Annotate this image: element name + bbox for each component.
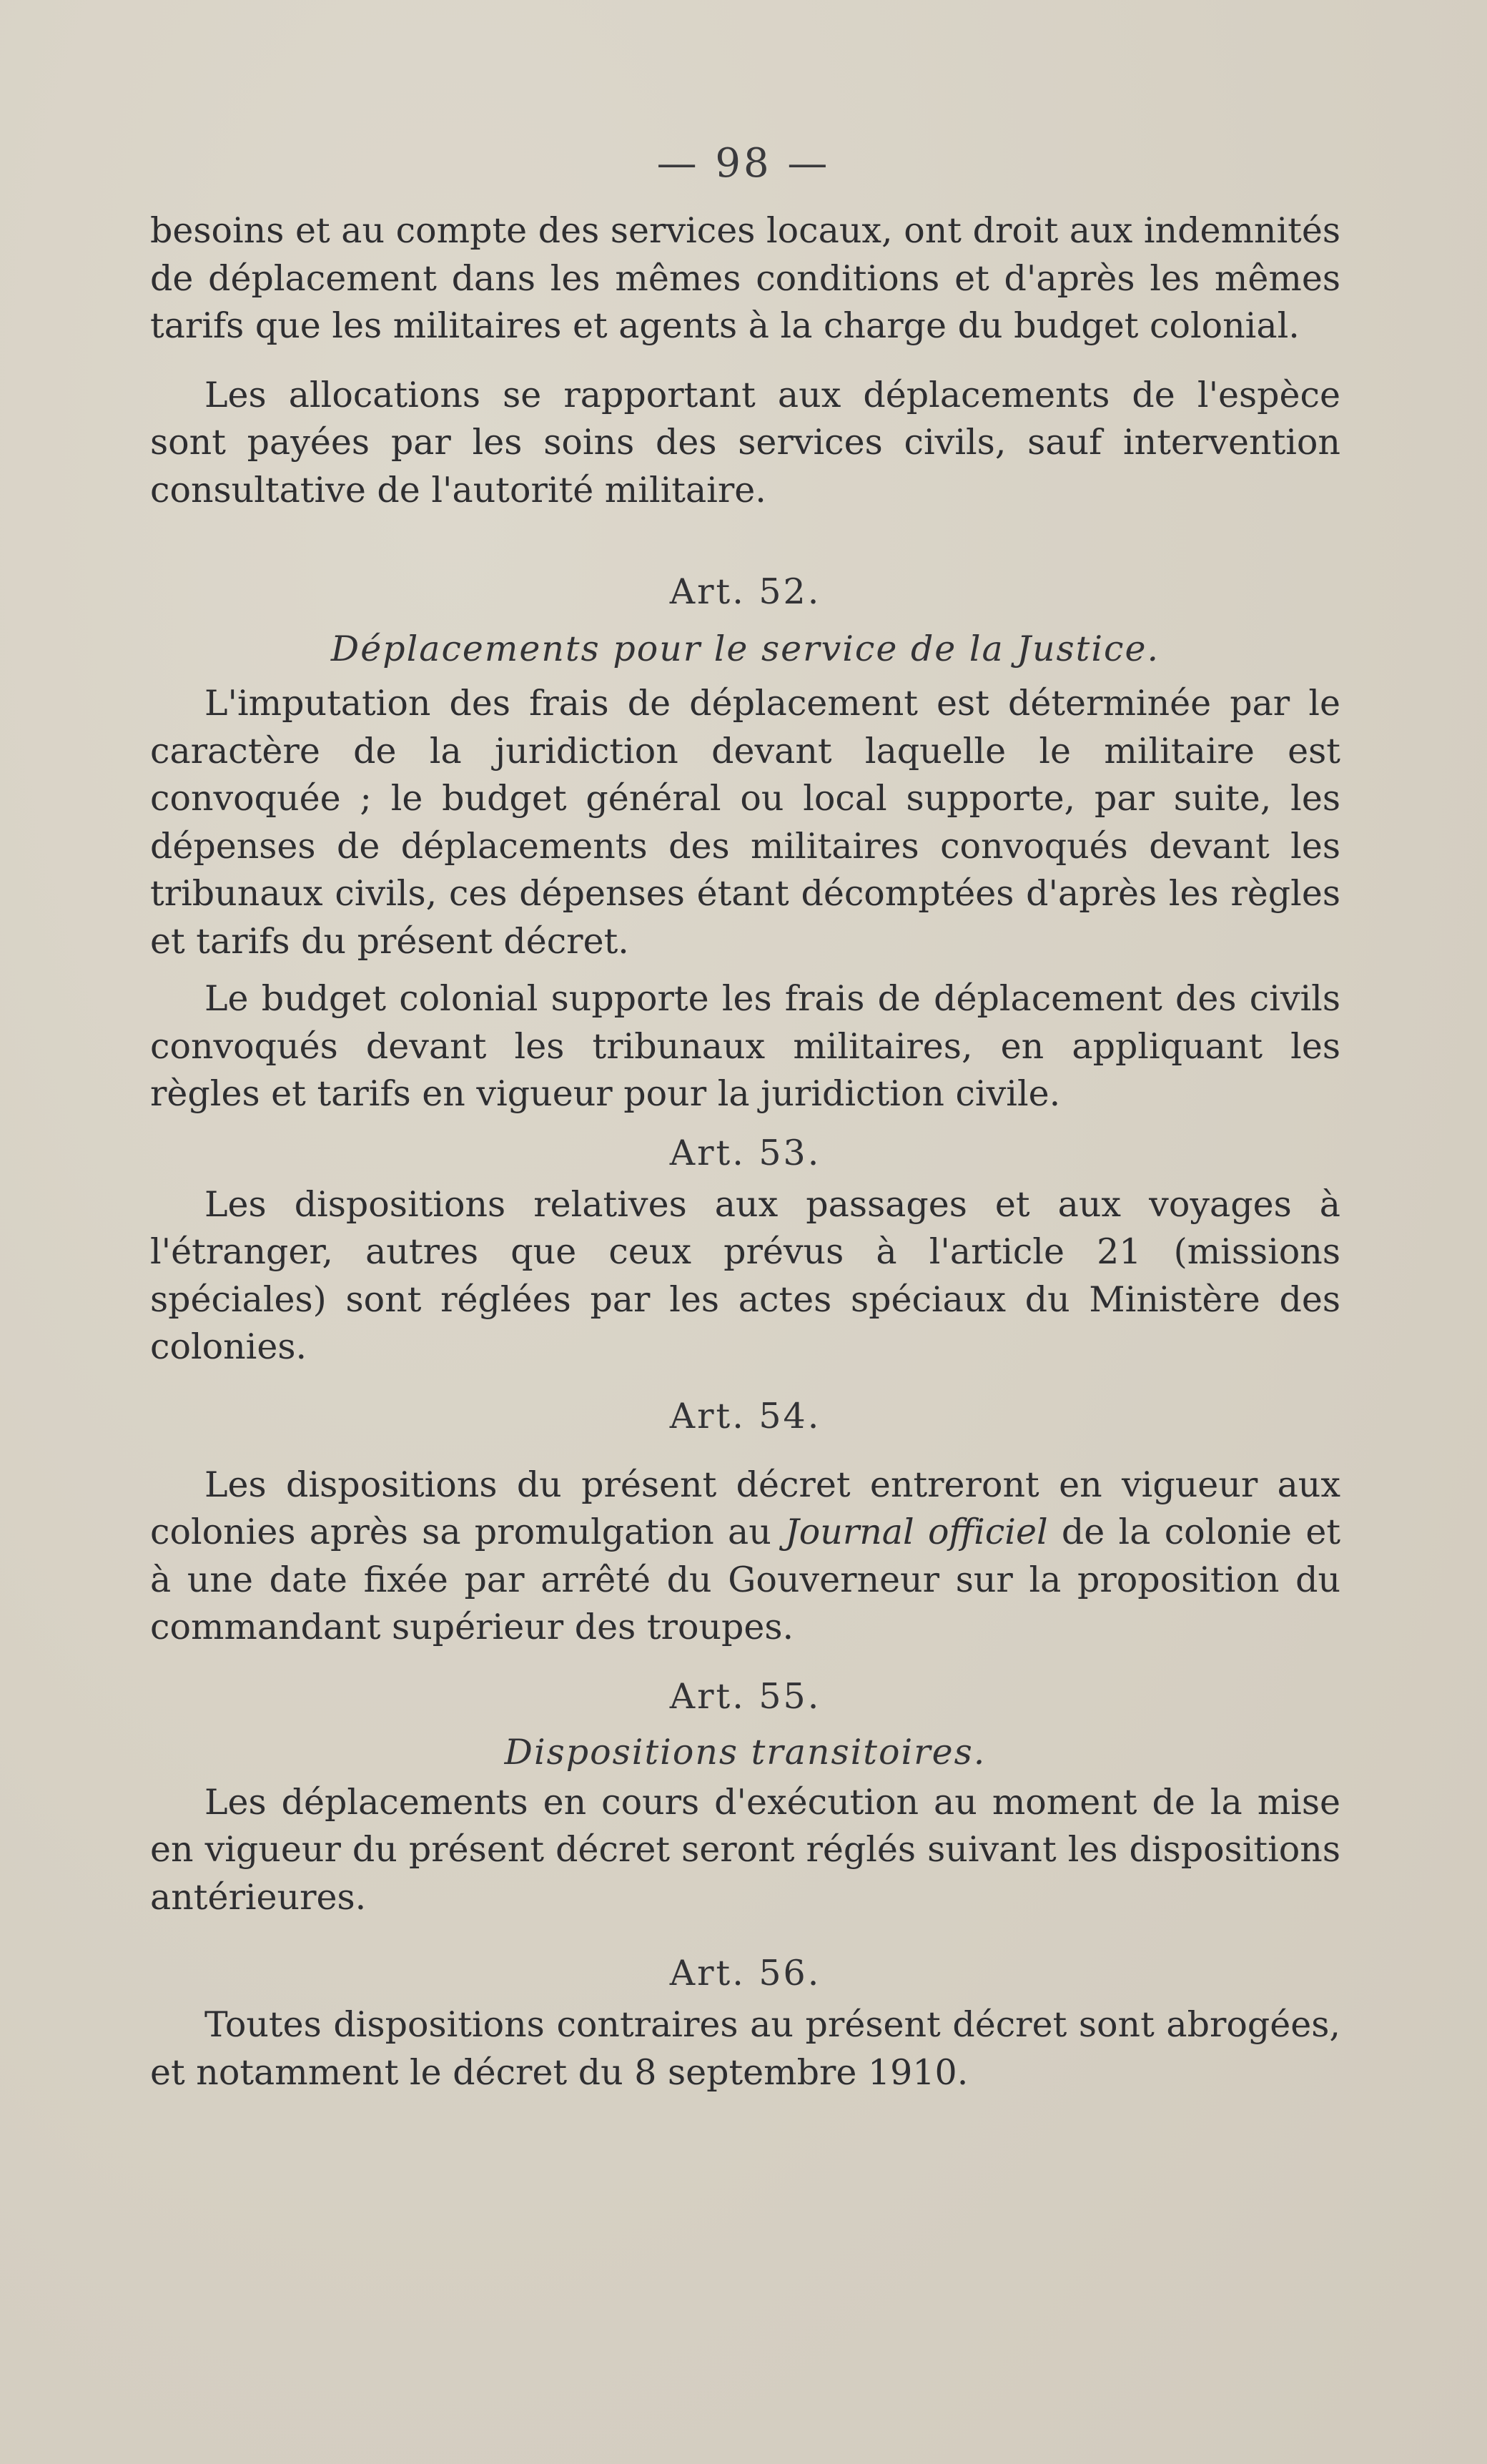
article-54-text-after: de la colonie et à une date fixée par arrêté du Gouverneur sur la proposition du commandant supérieur des troupes.	[150, 1512, 1341, 1647]
article-53-heading: Art. 53.	[669, 1132, 821, 1173]
article-56-paragraph: Toutes dispositions contraires au présent décret sont abrogées, et notamment le décret du 8 septembre 1910.	[150, 2004, 1340, 2093]
article-53-paragraph: Les dispositions relatives aux passages et aux voyages à l'étranger, autres que ceux prévus à l'article 21 (missions spéciales) sont réglées par les actes spéciaux du Ministère des colonies.	[150, 1183, 1340, 1367]
article-52-paragraph-1: L'imputation des frais de déplacement est déterminée par le caractère de la juridiction devant laquelle le militaire est convoquée ; le budget général ou local supporte, par suite, les dépenses de déplacements des militaires convoqués devant les tribunaux civils, ces dépenses étant décomptées d'après les règles et tarifs du présent décret.	[150, 683, 1340, 962]
article-56-heading: Art. 56.	[669, 1953, 821, 1994]
article-52-subheading: Déplacements pour le service de la Justice.	[330, 629, 1160, 669]
article-54-text-before: Les dispositions du présent décret entreront en vigueur aux colonies après sa promulgation au	[150, 1464, 1340, 1552]
article-52-paragraph-2: Le budget colonial supporte les frais de déplacement des civils convoqués devant les tribunaux militaires, en appliquant les règles et tarifs en vigueur pour la juridiction civile.	[150, 978, 1340, 1114]
article-52-heading: Art. 52.	[669, 571, 821, 612]
paragraph-besoins: besoins et au compte des services locaux, ont droit aux indemnités de déplacement dans les mêmes conditions et d'après les mêmes tarifs que les militaires et agents à la charge du budget colonial.	[150, 210, 1340, 346]
text-column	[150, 207, 1340, 2096]
article-55-paragraph: Les déplacements en cours d'exécution au moment de la mise en vigueur du présent décret seront réglés suivant les dispositions antérieures.	[150, 1781, 1340, 1918]
paragraph-allocations: Les allocations se rapportant aux déplacements de l'espèce sont payées par les soins des services civils, sauf intervention consultative de l'autorité militaire.	[150, 374, 1340, 511]
journal-officiel-title: Journal officiel	[785, 1512, 1048, 1552]
article-55-heading: Art. 55.	[669, 1675, 821, 1717]
article-54-paragraph	[150, 1462, 1340, 1652]
page-number: — 98 —	[656, 140, 831, 187]
article-54-heading: Art. 54.	[669, 1395, 821, 1436]
article-55-subheading: Dispositions transitoires.	[504, 1731, 987, 1773]
